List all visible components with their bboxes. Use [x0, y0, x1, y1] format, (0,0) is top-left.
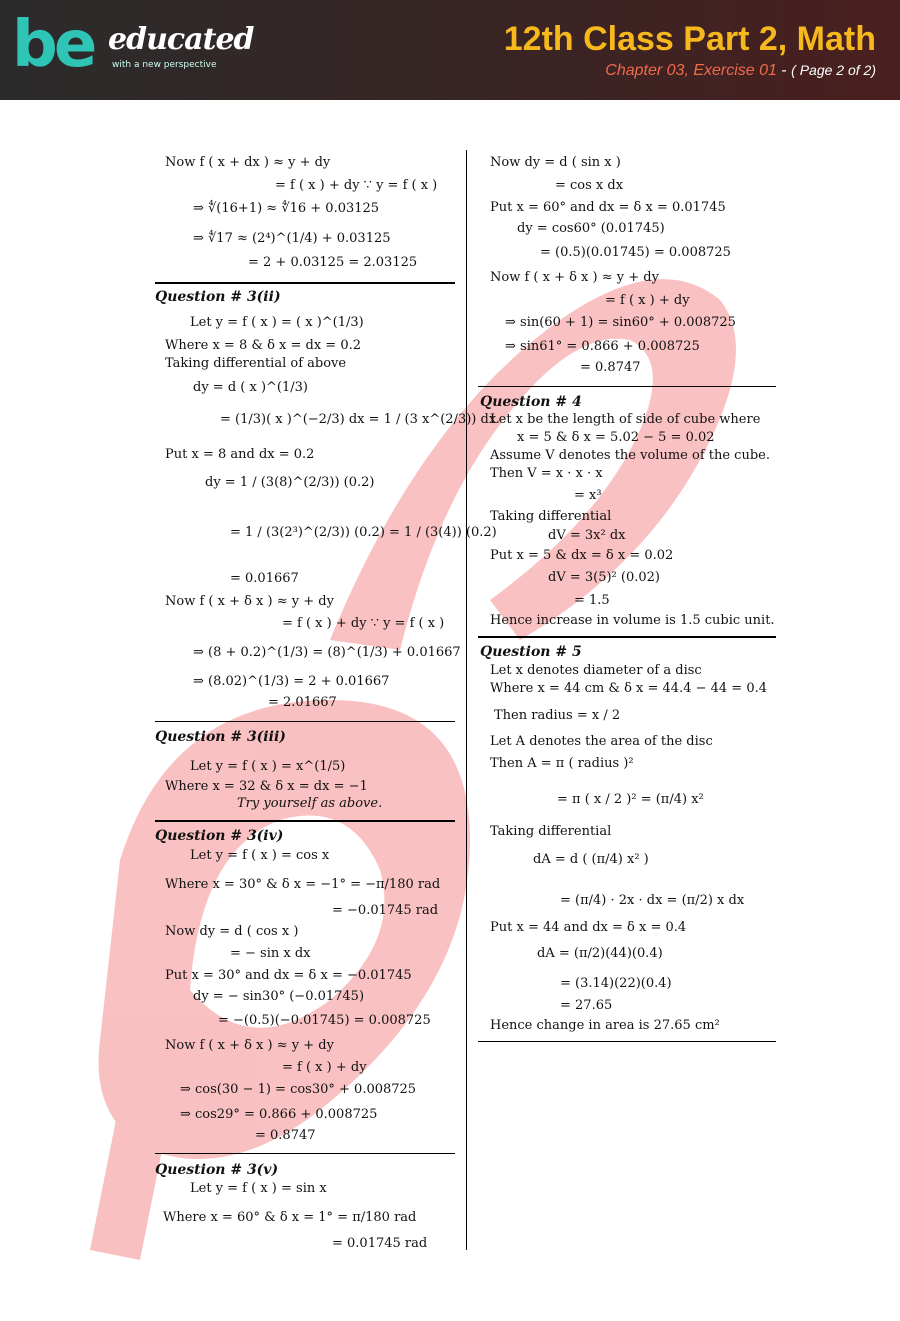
right-math-line: Taking differential	[490, 824, 612, 839]
rule	[478, 636, 776, 638]
left-math-line: = 1 / (3(2³)^(2/3)) (0.2) = 1 / (3(4)) (0.2)	[230, 525, 497, 540]
right-math-line: Where x = 44 cm & δ x = 44.4 − 44 = 0.4	[490, 681, 767, 696]
right-question-heading: Question # 4	[480, 394, 582, 410]
left-math-line: = 0.01667	[230, 571, 299, 586]
right-math-line: Now f ( x + δ x ) ≈ y + dy	[490, 270, 659, 285]
right-math-line: Hence change in area is 27.65 cm²	[490, 1018, 720, 1033]
rule	[478, 386, 776, 387]
right-math-line: dV = 3x² dx	[548, 528, 626, 543]
left-math-line: Try yourself as above.	[237, 796, 383, 811]
left-math-line: Where x = 60° & δ x = 1° = π/180 rad	[163, 1210, 417, 1225]
left-math-line: Taking differential of above	[165, 356, 347, 371]
left-math-line: Now dy = d ( cos x )	[165, 924, 299, 939]
rule	[155, 1153, 455, 1154]
left-math-line: Let y = f ( x ) = ( x )^(1/3)	[190, 315, 364, 330]
right-math-line: Let x be the length of side of cube where	[490, 412, 761, 427]
left-math-line: Now f ( x + δ x ) ≈ y + dy	[165, 594, 334, 609]
right-math-line: = 0.8747	[580, 360, 641, 375]
right-math-line: Then A = π ( radius )²	[490, 756, 634, 771]
left-math-line: = −(0.5)(−0.01745) = 0.008725	[218, 1013, 431, 1028]
rule	[155, 721, 455, 722]
left-math-line: ⇒ ∜(16+1) ≈ ∜16 + 0.03125	[193, 201, 380, 216]
left-math-line: ⇒ cos(30 − 1) = cos30° + 0.008725	[180, 1082, 417, 1097]
left-math-line: Now f ( x + δ x ) ≈ y + dy	[165, 1038, 334, 1053]
right-math-line: Put x = 44 and dx = δ x = 0.4	[490, 920, 687, 935]
right-math-line: = 1.5	[574, 593, 610, 608]
rule	[155, 820, 455, 822]
left-math-line: Let y = f ( x ) = x^(1/5)	[190, 759, 346, 774]
left-math-line: dy = − sin30° (−0.01745)	[193, 989, 365, 1004]
left-math-line: Where x = 8 & δ x = dx = 0.2	[165, 338, 361, 353]
right-math-line: Put x = 5 & dx = δ x = 0.02	[490, 548, 674, 563]
header-banner	[0, 0, 900, 100]
logo-tagline: with a new perspective	[112, 60, 217, 70]
right-math-line: Let A denotes the area of the disc	[490, 734, 713, 749]
left-math-line: Let y = f ( x ) = cos x	[190, 848, 330, 863]
left-math-line: = 0.01745 rad	[332, 1236, 428, 1251]
right-math-line: Taking differential	[490, 509, 612, 524]
right-math-line: Assume V denotes the volume of the cube.	[490, 448, 770, 463]
column-divider	[466, 150, 467, 1250]
right-math-line: = π ( x / 2 )² = (π/4) x²	[557, 792, 704, 807]
right-math-line: ⇒ sin(60 + 1) = sin60° + 0.008725	[505, 315, 736, 330]
subtitle-separator: -	[781, 62, 787, 79]
left-math-line: Put x = 8 and dx = 0.2	[165, 447, 315, 462]
left-math-line: = 2.01667	[268, 695, 337, 710]
right-math-line: = x³	[574, 488, 602, 503]
left-math-line: Where x = 30° & δ x = −1° = −π/180 rad	[165, 877, 441, 892]
right-math-line: ⇒ sin61° = 0.866 + 0.008725	[505, 339, 700, 354]
left-math-line: = f ( x ) + dy	[282, 1060, 367, 1075]
left-math-line: ⇒ cos29° = 0.866 + 0.008725	[180, 1107, 378, 1122]
right-math-line: = cos x dx	[555, 178, 624, 193]
right-math-line: Put x = 60° and dx = δ x = 0.01745	[490, 200, 726, 215]
page-subtitle	[605, 62, 876, 80]
right-math-line: dA = (π/2)(44)(0.4)	[537, 946, 663, 961]
left-math-line: = −0.01745 rad	[332, 903, 439, 918]
left-question-heading: Question # 3(ii)	[155, 289, 281, 305]
left-math-line: = − sin x dx	[230, 946, 311, 961]
brand-logo[interactable]	[10, 8, 254, 94]
left-question-heading: Question # 3(iv)	[155, 828, 284, 844]
right-question-heading: Question # 5	[480, 644, 582, 660]
left-math-line: = 0.8747	[255, 1128, 316, 1143]
right-math-line: x = 5 & δ x = 5.02 − 5 = 0.02	[517, 430, 715, 445]
right-math-line: dA = d ( (π/4) x² )	[533, 852, 649, 867]
left-math-line: ⇒ (8 + 0.2)^(1/3) = (8)^(1/3) + 0.01667	[193, 645, 461, 660]
left-math-line: Where x = 32 & δ x = dx = −1	[165, 779, 368, 794]
left-math-line: = (1/3)( x )^(−2/3) dx = 1 / (3 x^(2/3)) dx	[220, 412, 497, 427]
left-question-heading: Question # 3(iii)	[155, 729, 286, 745]
logo-be: be	[12, 8, 94, 82]
right-math-line: dy = cos60° (0.01745)	[517, 221, 665, 236]
logo-educated: educated	[108, 22, 254, 57]
right-math-line: = (3.14)(22)(0.4)	[560, 976, 672, 991]
left-question-heading: Question # 3(v)	[155, 1162, 279, 1178]
right-math-line: dV = 3(5)² (0.02)	[548, 570, 660, 585]
right-math-line: Then V = x · x · x	[490, 466, 603, 481]
left-math-line: Let y = f ( x ) = sin x	[190, 1181, 327, 1196]
right-math-line: = 27.65	[560, 998, 613, 1013]
right-math-line: = (0.5)(0.01745) = 0.008725	[540, 245, 731, 260]
left-math-line: dy = d ( x )^(1/3)	[193, 380, 308, 395]
right-math-line: Then radius = x / 2	[494, 708, 621, 723]
left-math-line: ⇒ ∜17 ≈ (2⁴)^(1/4) + 0.03125	[193, 231, 391, 246]
left-math-line: ⇒ (8.02)^(1/3) = 2 + 0.01667	[193, 674, 390, 689]
left-math-line: Now f ( x + dx ) ≈ y + dy	[165, 155, 331, 170]
left-math-line: dy = 1 / (3(8)^(2/3)) (0.2)	[205, 475, 375, 490]
left-math-line: Put x = 30° and dx = δ x = −0.01745	[165, 968, 412, 983]
right-math-line: = (π/4) · 2x · dx = (π/2) x dx	[560, 893, 745, 908]
rule	[155, 282, 455, 284]
right-math-line: Now dy = d ( sin x )	[490, 155, 621, 170]
chapter-label: Chapter 03, Exercise 01	[605, 62, 777, 79]
rule	[478, 1041, 776, 1042]
right-math-line: Hence increase in volume is 1.5 cubic unit.	[490, 613, 775, 628]
left-math-line: = 2 + 0.03125 = 2.03125	[248, 255, 418, 270]
left-math-line: = f ( x ) + dy ∵ y = f ( x )	[275, 178, 438, 193]
page-number: ( Page 2 of 2)	[791, 62, 876, 78]
right-math-line: Let x denotes diameter of a disc	[490, 663, 702, 678]
right-math-line: = f ( x ) + dy	[605, 293, 690, 308]
page-title: 12th Class Part 2, Math	[503, 20, 876, 58]
left-math-line: = f ( x ) + dy ∵ y = f ( x )	[282, 616, 445, 631]
